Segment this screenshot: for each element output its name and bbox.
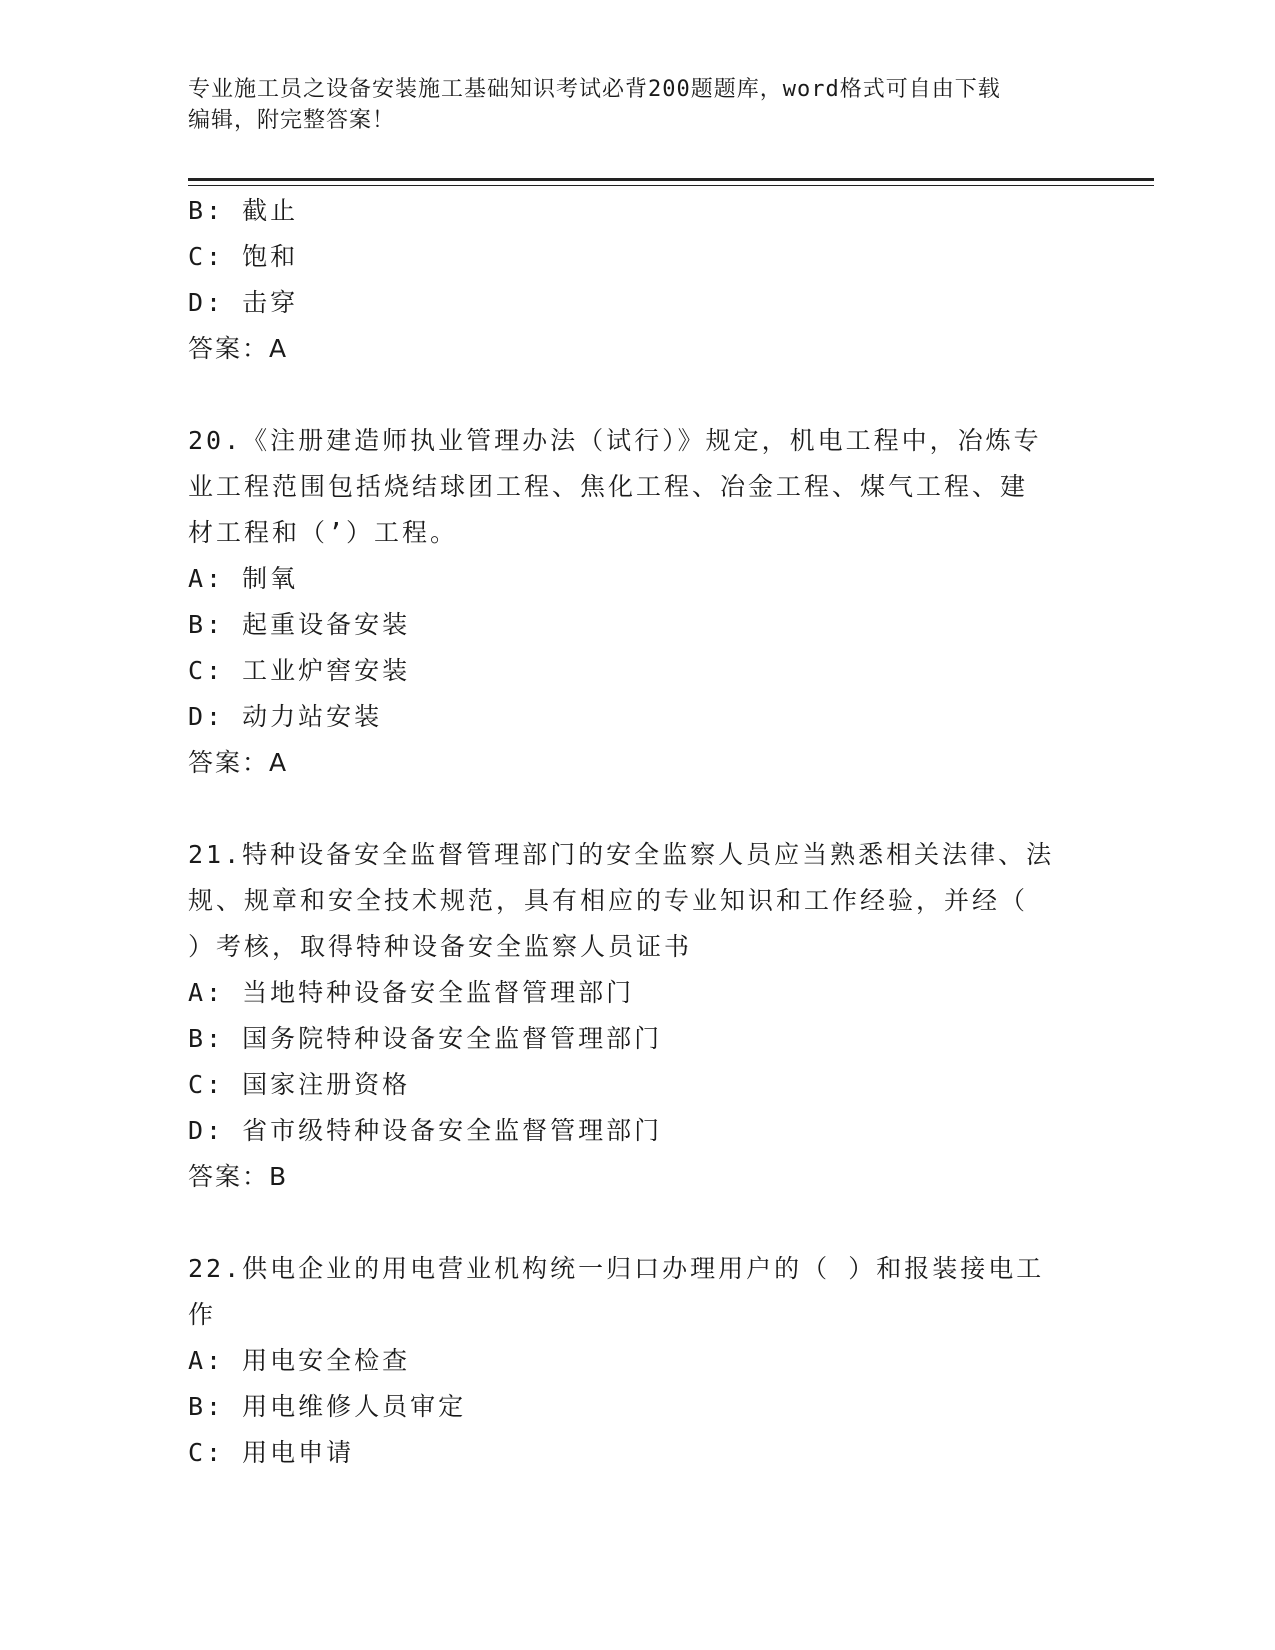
prev-question-block [188,188,1088,372]
option-b: B: 国务院特种设备安全监督管理部门 [188,1024,663,1053]
option-c: C: 国家注册资格 [188,1070,411,1099]
option-c: C: 用电申请 [188,1438,355,1467]
option-b: B: 起重设备安装 [188,610,411,639]
answer-line: 答案：A [188,334,289,363]
header-rule-thick [188,178,1154,181]
spacer [188,372,1088,418]
header-line-2: 编辑，附完整答案！ [188,108,396,133]
question-stem-line: 材工程和（’）工程。 [188,518,459,547]
option-a: A: 用电安全检查 [188,1346,411,1375]
option-d: D: 动力站安装 [188,702,383,731]
question-stem-line: ）考核，取得特种设备安全监察人员证书 [188,932,693,961]
question-20 [188,418,1088,786]
option-b: B: 截止 [188,196,299,225]
option-c: C: 工业炉窖安装 [188,656,411,685]
answer-line: 答案：A [188,748,289,777]
header-line-1: 专业施工员之设备安装施工基础知识考试必背200题题库，word格式可自由下载 [188,77,1001,102]
option-a: A: 当地特种设备安全监督管理部门 [188,978,635,1007]
option-d: D: 击穿 [188,288,299,317]
question-stem-line: 规、规章和安全技术规范，具有相应的专业知识和工作经验，并经（ [188,886,1029,915]
page-header [188,74,1068,136]
question-stem-line: 22.供电企业的用电营业机构统一归口办理用户的（ ）和报装接电工 [188,1254,1045,1283]
option-a: A: 制氧 [188,564,299,593]
question-stem-line: 20.《注册建造师执业管理办法（试行）》规定，机电工程中，冶炼专 [188,426,1042,455]
question-stem-line: 21.特种设备安全监督管理部门的安全监察人员应当熟悉相关法律、法 [188,840,1055,869]
question-22 [188,1246,1088,1476]
option-d: D: 省市级特种设备安全监督管理部门 [188,1116,663,1145]
question-stem-line: 作 [188,1300,217,1329]
option-b: B: 用电维修人员审定 [188,1392,467,1421]
answer-line: 答案：B [188,1162,289,1191]
spacer [188,1200,1088,1246]
question-content [188,188,1088,1476]
spacer [188,786,1088,832]
option-c: C: 饱和 [188,242,299,271]
header-rule-thin [188,185,1154,186]
question-stem-line: 业工程范围包括烧结球团工程、焦化工程、冶金工程、煤气工程、建 [188,472,1029,501]
question-21 [188,832,1088,1200]
